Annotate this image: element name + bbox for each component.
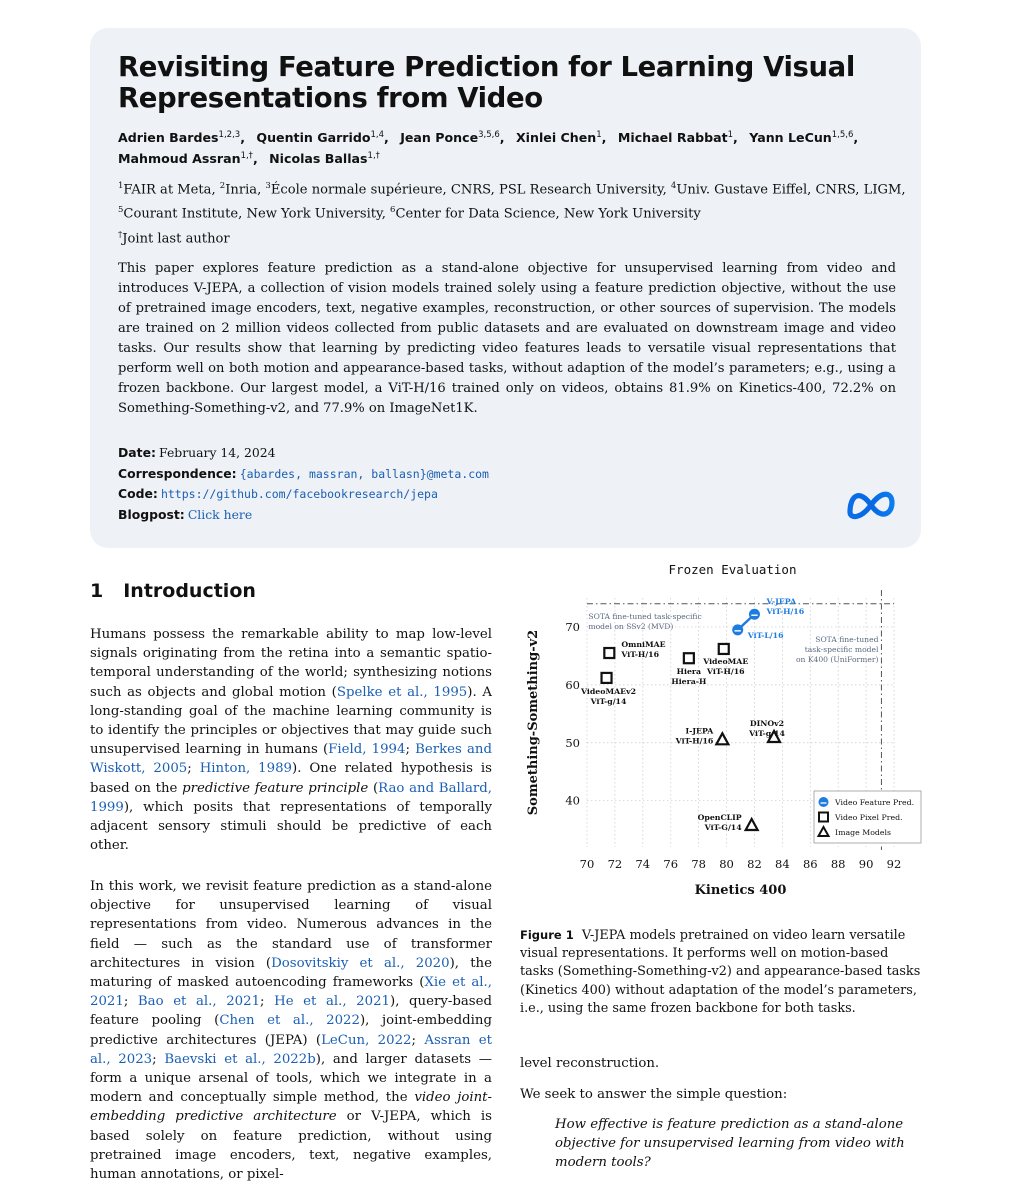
x-tick-label: 84 — [775, 857, 790, 871]
x-tick-label: 80 — [719, 857, 734, 871]
figure-title: Frozen Evaluation — [668, 562, 797, 577]
data-point-label: ViT-H/16 — [675, 736, 714, 746]
author-affiliation-marker: 1,5,6 — [831, 130, 854, 140]
data-point-label: Hiera-H — [671, 677, 707, 687]
x-tick-label: 74 — [635, 857, 651, 871]
author-name: Quentin Garrido$^{1,4}$, — [256, 130, 389, 146]
date-label: Date: — [118, 445, 156, 460]
x-tick-label: 76 — [663, 857, 679, 871]
data-point-label: OpenCLIP — [697, 812, 742, 822]
author-affiliation-marker: 1,† — [240, 151, 253, 162]
blogpost-link[interactable]: Click here — [187, 506, 253, 522]
data-point-label: VideoMAEv2 — [580, 686, 637, 696]
affiliation-marker: 5 — [118, 205, 124, 216]
author-name-text: Yann LeCun — [749, 130, 832, 146]
meta-logo-icon — [845, 485, 897, 521]
code-repo-link[interactable]: https://github.com/facebookresearch/jepa — [160, 487, 438, 501]
author-affiliation-marker: 1,† — [367, 151, 380, 162]
y-tick-label: 40 — [565, 793, 580, 808]
citation-link[interactable]: Chen et al., 2022 — [219, 1013, 360, 1029]
author-list — [118, 126, 898, 168]
data-point-label: ViT-L/16 — [747, 630, 784, 640]
citation-link[interactable]: Hinton, 1989 — [199, 761, 293, 777]
section-title: Introduction — [123, 580, 256, 602]
section-heading — [90, 580, 256, 602]
intro-paragraph-1: Humans possess the remarkable ability to map low-level signals originating from the retina into a semantic spatio-temporal understanding of the world; synthesizing notions such as objects and global motion (Spelke et al., 1995). A long-standing goal of the machine learning community is to identify the principles or objectives that may guide such unsupervised learning in humans (Field, 1994; Berkes and Wiskott, 2005; Hinton, 1989). One related hypothesis is based on the predictive feature principle (Rao and Ballard, 1999), which posits that representations of temporally adjacent sensory stimuli should be predictive of each other. — [90, 627, 493, 854]
affiliation-text: FAIR at Meta, — [123, 182, 220, 198]
intro-continuation: level reconstruction. — [520, 1056, 660, 1071]
affiliation-marker: 6 — [390, 205, 396, 216]
paper-title: Revisiting Feature Prediction for Learning Visual Representations from Video — [118, 51, 855, 114]
data-point-label: OmniMAE — [621, 640, 666, 650]
legend-label: Image Models — [835, 828, 891, 837]
data-point-label: ViT-g/14 — [749, 728, 785, 738]
citation-link[interactable]: Berkes and Wiskott, 2005 — [90, 742, 493, 777]
author-name-text: Jean Ponce — [400, 130, 479, 146]
data-point-label: ViT-H/16 — [766, 607, 805, 617]
intro-paragraph-2: In this work, we revisit feature prediction as a stand-alone objective for unsupervised learning of visual representations from video. Numerous advances in the field — such as the standard use of transformer architectures in vision (Dosovitskiy et al., 2020), the maturing of masked autoencoding frameworks (Xie et al., 2021; Bao et al., 2021; He et al., 2021), query-based feature pooling (Chen et al., 2022), joint-embedding predictive architectures (JEPA) (LeCun, 2022; Assran et al., 2023; Baevski et al., 2022b), and larger datasets — form a unique arsenal of tools, which we integrate in a modern and conceptually simple method, the video joint-embedding predictive architecture or V-JEPA, which is based solely on feature prediction, without using pretrained image encoders, text, negative examples, human annotations, or pixel- — [90, 879, 493, 1183]
author-name-text: Adrien Bardes — [118, 130, 219, 146]
y-tick-label: 70 — [565, 619, 580, 634]
author-affiliation-marker: 1,4 — [370, 130, 385, 140]
citation-link[interactable]: Rao and Ballard, 1999 — [90, 780, 493, 815]
citation-link[interactable]: Baevski et al., 2022b — [164, 1051, 316, 1067]
x-tick-label: 78 — [691, 857, 706, 871]
date-row — [118, 443, 818, 464]
data-point — [749, 609, 760, 620]
x-tick-label: 92 — [886, 857, 902, 871]
legend-label: Video Feature Pred. — [835, 798, 915, 807]
citation-link[interactable]: Dosovitskiy et al., 2020 — [271, 955, 450, 971]
correspondence-label: Correspondence: — [118, 465, 237, 481]
x-tick-label: 70 — [579, 857, 595, 871]
sota-k400-annotation: on K400 (UniFormer) — [795, 655, 879, 665]
research-question: How effective is feature prediction as a stand-alone objective for unsupervised learning from video with modern tools? — [555, 1117, 905, 1171]
x-tick-label: 86 — [802, 857, 818, 871]
joint-author-note: Joint last author — [122, 231, 230, 247]
data-point — [602, 673, 612, 683]
data-point — [746, 819, 758, 830]
section-number: 1 — [90, 580, 104, 602]
x-tick-label: 72 — [607, 857, 623, 871]
author-name-text: Xinlei Chen — [515, 130, 597, 146]
author-affiliation-marker: 3,5,6 — [478, 130, 500, 140]
sota-k400-annotation: SOTA fine-tuned — [815, 635, 879, 645]
data-point-label: Hiera — [676, 667, 702, 677]
abstract: This paper explores feature prediction as a stand-alone objective for unsupervised learning from video and introduces V-JEPA, a collection of vision models trained solely using a feature prediction objective, without the use of pretrained image encoders, text, negative examples, reconstruction, or other sources of supervision. The models are trained on 2 million videos collected from public datasets and are evaluated on downstream image and video tasks. Our results show that learning by predicting video features leads to versatile visual representations that perform well on both motion and appearance-based tasks, without adaption of the model’s parameters; e.g., using a frozen backbone. Our largest model, a ViT-H/16 trained only on videos, obtains 81.9% on Kinetics-400, 72.2% on Something-Something-v2, and 77.9% on ImageNet1K. — [118, 261, 896, 416]
sota-ssv2-annotation: model on SSv2 (MVD) — [588, 621, 674, 631]
data-point-label: V-JEPA — [766, 597, 797, 607]
code-row — [118, 484, 818, 505]
author-name: Michael Rabbat$^1$, — [617, 130, 738, 146]
blogpost-row — [118, 505, 818, 526]
emphasized-term: predictive feature principle — [182, 780, 369, 796]
data-point-label: DINOv2 — [749, 718, 785, 728]
author-name: Mahmoud Assran$^{1,\dagger}$, — [118, 151, 258, 167]
figure-caption-text: V-JEPA models pretrained on video learn versatile visual representations. It performs well on motion-based tasks (Something-Something-v2) and appearance-based tasks (Kinetics 400) without adaptation of the model’s parameters, i.e., using the same frozen backbone for both tasks. — [520, 928, 921, 1016]
affiliation-marker: 2 — [219, 181, 226, 191]
figure-caption-label: Figure 1 — [520, 928, 574, 942]
affiliation-marker: 3 — [265, 181, 271, 191]
sota-ssv2-annotation: SOTA fine-tuned task-specific — [588, 611, 702, 621]
affiliation-text: École normale supérieure, CNRS, PSL Research University, — [270, 182, 671, 198]
author-affiliation-marker: 1,2,3 — [218, 130, 241, 140]
emphasized-term: video joint-embedding predictive architecture — [90, 1090, 492, 1125]
data-point — [684, 653, 694, 663]
data-point-label: VideoMAE — [703, 656, 749, 666]
affiliation-text: Inria, — [225, 182, 266, 198]
sota-k400-annotation: task-specific model — [804, 645, 879, 655]
question-lead: We seek to answer the simple question: — [520, 1087, 788, 1102]
data-point-label: ViT-H/16 — [621, 650, 660, 660]
code-label: Code: — [118, 486, 158, 501]
author-name: Yann LeCun$^{1,5,6}$, — [749, 130, 859, 146]
citation-link[interactable]: Bao et al., 2021 — [137, 994, 261, 1010]
affiliation-text: Center for Data Science, New York University — [395, 206, 701, 222]
date-value: February 14, 2024 — [159, 445, 276, 460]
citation-link[interactable]: Assran et al., 2023 — [90, 1032, 493, 1067]
author-name-text: Michael Rabbat — [617, 130, 728, 146]
x-axis-label: Kinetics 400 — [694, 883, 787, 898]
author-name-text: Quentin Garrido — [256, 130, 371, 146]
author-name: Jean Ponce$^{3,5,6}$, — [400, 130, 505, 146]
data-point-label: I-JEPA — [685, 726, 714, 736]
data-point — [732, 624, 743, 635]
author-name-text: Mahmoud Assran — [118, 151, 241, 167]
data-point-label: ViT-G/14 — [704, 822, 742, 832]
correspondence-row — [118, 464, 818, 485]
y-tick-label: 50 — [565, 735, 580, 750]
correspondence-email-link[interactable]: {abardes, massran, ballasn}@meta.com — [239, 466, 489, 481]
frozen-evaluation-chart — [518, 578, 928, 913]
x-tick-label: 82 — [747, 857, 762, 871]
data-point — [719, 644, 729, 654]
affiliation-text: Univ. Gustave Eiffel, CNRS, LIGM, — [676, 182, 906, 198]
y-axis-label: Something-Something-v2 — [526, 629, 541, 816]
affiliation-marker: 4 — [670, 181, 677, 191]
citation-link[interactable]: LeCun, 2022 — [321, 1032, 412, 1048]
citation-link[interactable]: Field, 1994 — [328, 742, 406, 758]
x-tick-label: 90 — [858, 857, 874, 871]
author-name: Adrien Bardes$^{1,2,3}$, — [118, 130, 245, 146]
citation-link[interactable]: He et al., 2021 — [274, 994, 391, 1010]
data-point — [604, 648, 614, 658]
citation-link[interactable]: Spelke et al., 1995 — [336, 684, 468, 700]
citation-link[interactable]: Xie et al., 2021 — [90, 975, 493, 1010]
joint-author-marker: † — [118, 229, 123, 240]
paper-metadata — [118, 443, 818, 525]
author-name-text: Nicolas Ballas — [269, 151, 368, 167]
legend-square-icon — [819, 813, 828, 822]
y-tick-label: 60 — [565, 677, 580, 692]
data-point-label: ViT-g/14 — [590, 696, 627, 706]
data-point-label: ViT-H/16 — [706, 666, 745, 676]
author-name — [269, 151, 380, 166]
affiliations — [118, 176, 908, 249]
affiliation-text: Courant Institute, New York University, — [123, 206, 391, 222]
affiliation-marker: 1 — [118, 181, 124, 191]
author-name: Xinlei Chen$^1$, — [515, 130, 607, 146]
author-affiliation-marker: 1 — [596, 130, 602, 140]
blogpost-label: Blogpost: — [118, 506, 185, 522]
legend-circle-icon — [819, 797, 829, 807]
legend-label: Video Pixel Pred. — [835, 813, 903, 822]
x-tick-label: 88 — [830, 857, 846, 871]
figure-caption — [520, 926, 923, 1018]
author-affiliation-marker: 1 — [727, 130, 734, 140]
